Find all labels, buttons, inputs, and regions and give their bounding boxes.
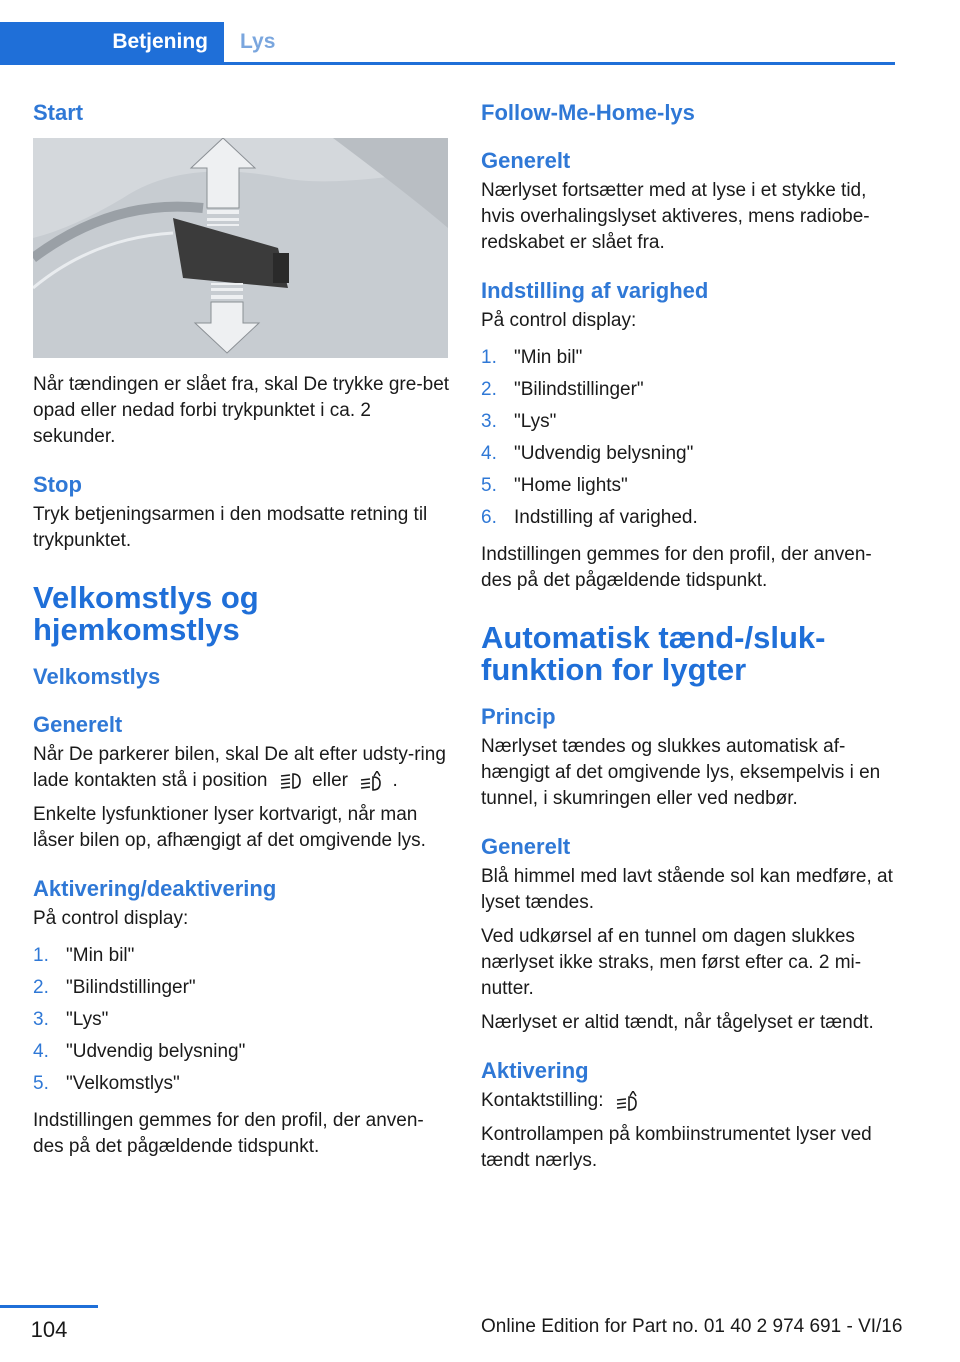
duration-steps bbox=[481, 342, 899, 534]
tab-lys[interactable]: Lys bbox=[240, 30, 276, 53]
generelt-heading: Generelt bbox=[33, 712, 123, 737]
princip-heading: Princip bbox=[481, 704, 556, 729]
stop-text: Tryk betjeningsarmen i den modsatte retning til trykpunktet. bbox=[33, 504, 428, 551]
activation-steps bbox=[33, 940, 453, 1100]
list-item: 2. "Bilindstillinger" bbox=[33, 977, 196, 998]
stop-heading: Stop bbox=[33, 472, 82, 497]
generelt-text-right: Nærlyset fortsætter med at lyse i et stykke tid, hvis overhalingslyset aktiveres, mens radiobe-redskabet er slået fra. bbox=[481, 180, 870, 253]
footer-line bbox=[0, 1305, 98, 1308]
stalk-illustration bbox=[33, 138, 448, 358]
duration-closing: Indstillingen gemmes for den profil, der anven-des på det pågældende tidspunkt. bbox=[481, 544, 872, 591]
generelt2-text2: Ved udkørsel af en tunnel om dagen slukkes nærlyset ikke straks, men først efter ca. 2 mi-nutter. bbox=[481, 926, 862, 999]
aktivering-text: Kontaktstilling: bbox=[481, 1088, 899, 1114]
aktivering-heading: Aktivering bbox=[481, 1058, 589, 1083]
generelt2-heading: Generelt bbox=[481, 834, 571, 859]
right-column bbox=[481, 100, 899, 1182]
header-tabbar bbox=[0, 22, 895, 65]
princip-text: Nærlyset tændes og slukkes automatisk af-hængigt af det omgivende lys, eksempelvis i en tunnel, i skumringen eller ved nedbør. bbox=[481, 736, 881, 809]
list-item: 1. "Min bil" bbox=[481, 347, 583, 368]
generelt-heading-right: Generelt bbox=[481, 148, 571, 173]
generelt-text-before: Når De parkerer bilen, skal De alt efter udsty-ring lade kontakten stå i position bbox=[33, 744, 446, 791]
list-item: 5. "Home lights" bbox=[481, 475, 628, 496]
closing-text: Indstillingen gemmes for den profil, der anven-des på det pågældende tidspunkt. bbox=[33, 1110, 424, 1157]
list-item: 5. "Velkomstlys" bbox=[33, 1073, 180, 1094]
low-beam-icon bbox=[279, 771, 301, 791]
section-heading-velkomstlys: Velkomstlys og hjemkomstlys bbox=[33, 580, 259, 647]
generelt2-text3: Nærlyset er altid tændt, når tågelyset er tændt. bbox=[481, 1012, 874, 1033]
tab-betjening[interactable]: Betjening bbox=[0, 22, 224, 62]
generelt-text-end: . bbox=[392, 770, 398, 791]
duration-intro: På control display: bbox=[481, 310, 637, 331]
list-item: 3. "Lys" bbox=[33, 1009, 109, 1030]
fmh-heading: Follow-Me-Home-lys bbox=[481, 100, 695, 125]
activation-heading: Aktivering/deaktivering bbox=[33, 876, 277, 901]
duration-heading: Indstilling af varighed bbox=[481, 278, 709, 303]
page-number: 104 bbox=[30, 1317, 68, 1342]
list-item: 1. "Min bil" bbox=[33, 945, 135, 966]
generelt-text bbox=[33, 742, 453, 794]
velkomstlys-heading: Velkomstlys bbox=[33, 664, 161, 689]
start-text: Når tændingen er slået fra, skal De trykke gre-bet opad eller nedad forbi trykpunktet i ca. 2 sekunder. bbox=[33, 374, 450, 447]
edition-text: Online Edition for Part no. 01 40 2 974 691 - VI/16 bbox=[481, 1316, 903, 1337]
auto-light-icon bbox=[615, 1091, 637, 1111]
left-column bbox=[33, 100, 453, 1168]
list-item: 6. Indstilling af varighed. bbox=[481, 507, 698, 528]
lever-arrows-image bbox=[33, 138, 448, 358]
activation-intro: På control display: bbox=[33, 908, 189, 929]
list-item: 3. "Lys" bbox=[481, 411, 557, 432]
generelt2-text1: Blå himmel med lavt stående sol kan medføre, at lyset tændes. bbox=[481, 866, 893, 913]
auto-light-icon bbox=[359, 771, 381, 791]
list-item: 4. "Udvendig belysning" bbox=[481, 443, 694, 464]
start-heading: Start bbox=[33, 100, 84, 125]
section-heading-auto: Automatisk tænd-/sluk-funktion for lygter bbox=[481, 620, 826, 687]
list-item: 4. "Udvendig belysning" bbox=[33, 1041, 246, 1062]
aktivering-text2: Kontrollampen på kombiinstrumentet lyser ved tændt nærlys. bbox=[481, 1124, 872, 1171]
generelt-text-mid: eller bbox=[312, 770, 348, 791]
list-item: 2. "Bilindstillinger" bbox=[481, 379, 644, 400]
generelt-text2: Enkelte lysfunktioner lyser kortvarigt, når man låser bilen op, afhængigt af det omgivende lys. bbox=[33, 804, 426, 851]
